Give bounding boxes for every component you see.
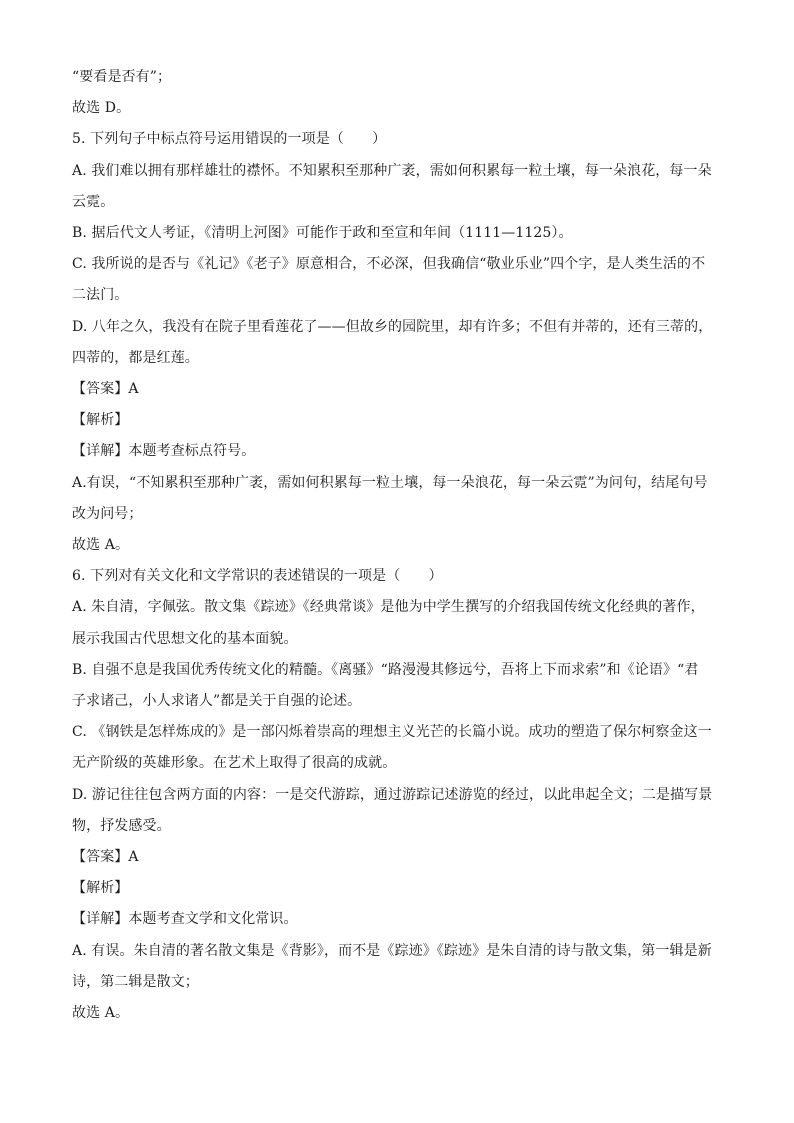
question-5-option-b: B. 据后代文人考证，《清明上河图》可能作于政和至宣和年间（1111—1125）。 [72, 225, 573, 242]
question-5-analysis-heading: 【解析】 [72, 412, 129, 429]
text-line: “要看是否有”； [72, 69, 172, 85]
question-6-detail: 【详解】本题考查文学和文化常识。 [72, 911, 298, 928]
question-6-answer: 【答案】A [72, 849, 139, 866]
question-5-detail: 【详解】本题考查标点符号。 [72, 443, 256, 460]
question-6-conclusion: 故选 A。 [72, 1005, 130, 1022]
question-6-option-c: C. 《钢铁是怎样炼成的》是一部闪烁着崇高的理想主义光芒的长篇小说。成功的塑造了保尔柯察金这一 [72, 724, 712, 741]
question-5-option-c: C. 我所说的是否与《礼记》《老子》原意相合，不必深，但我确信“敬业乐业”四个字，是人类生活的不 [72, 256, 706, 273]
question-5-option-c-cont: 二法门。 [72, 287, 129, 304]
question-6-stem: 6. 下列对有关文化和文学常识的表述错误的一项是（ ） [72, 568, 443, 585]
question-6-explanation-cont: 诗，第二辑是散文； [72, 973, 199, 990]
question-5-explanation-cont: 改为问号； [72, 505, 143, 522]
question-5-option-d: D. 八年之久，我没有在院子里看莲花了——但故乡的园院里，却有许多；不但有并蒂的，还有三蒂的， [72, 318, 713, 335]
question-5-option-a: A. 我们难以拥有那样雄壮的襟怀。不知累积至那种广袤，需如何积累每一粒土壤，每一朵浪花，每一朵 [72, 162, 712, 179]
question-6-option-a: A. 朱自清，字佩弦。散文集《踪迹》《经典常谈》是他为中学生撰写的介绍我国传统文化经典的著作， [72, 599, 705, 616]
question-5-option-a-cont: 云霓。 [72, 193, 115, 210]
document-page [72, 62, 722, 1029]
question-6-option-b-cont: 子求诸己，小人求诸人”都是关于自强的论述。 [72, 693, 362, 710]
text-line: 故选 D。 [72, 100, 131, 117]
question-6-option-c-cont: 无产阶级的英雄形象。在艺术上取得了很高的成就。 [72, 755, 397, 772]
question-5-answer: 【答案】A [72, 381, 139, 398]
question-5-explanation: A.有误，“不知累积至那种广袤，需如何积累每一粒土壤，每一朵浪花，每一朵云霓”为问句，结尾句号 [72, 474, 708, 491]
question-5-option-d-cont: 四蒂的，都是红莲。 [72, 349, 199, 366]
question-5-stem: 5. 下列句子中标点符号运用错误的一项是（ ） [72, 131, 387, 148]
question-6-option-b: B. 自强不息是我国优秀传统文化的精髓。《离骚》“路漫漫其修远兮，吾将上下而求索”和《论语》“君 [72, 661, 699, 678]
question-5-conclusion: 故选 A。 [72, 537, 130, 554]
question-6-option-d-cont: 物，抒发感受。 [72, 817, 171, 834]
question-6-option-d: D. 游记往往包含两方面的内容：一是交代游踪，通过游踪记述游览的经过，以此串起全文；二是描写景 [72, 786, 713, 803]
question-6-option-a-cont: 展示我国古代思想文化的基本面貌。 [72, 630, 298, 647]
question-6-explanation: A. 有误。朱自清的著名散文集是《背影》，而不是《踪迹》《踪迹》是朱自清的诗与散文集，第一辑是新 [72, 942, 712, 959]
question-6-analysis-heading: 【解析】 [72, 880, 129, 897]
